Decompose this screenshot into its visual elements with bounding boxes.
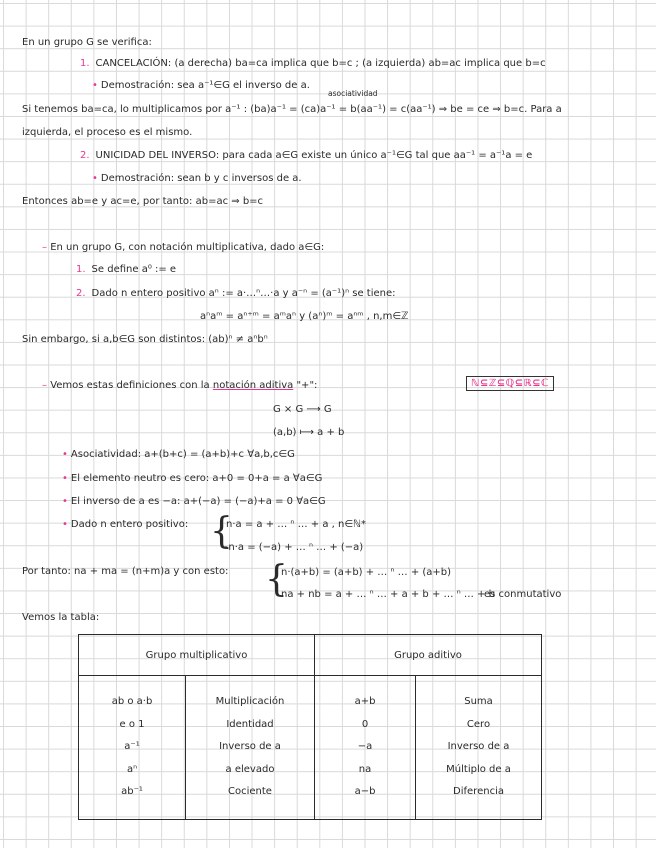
- bullet-icon: •: [92, 80, 98, 91]
- def-2-text: Dado n entero positivo aⁿ := a·…ⁿ…·a y a⁻ⁿ = (a⁻¹)ⁿ se tiene:: [91, 288, 396, 299]
- bullet-icon: •: [62, 473, 68, 484]
- cancelacion-demo: [92, 79, 310, 93]
- map-line-2: (a,b) ⟼ a + b: [273, 427, 345, 438]
- dash-icon: –: [42, 380, 47, 391]
- conmutativo-label: es conmutativo: [484, 589, 562, 600]
- table-cell: Suma: [464, 696, 493, 708]
- bullet-icon: •: [62, 496, 68, 507]
- prop-text: El elemento neutro es cero: a+0 = 0+a = a ∀a∈G: [70, 473, 323, 484]
- table-cell: Cociente: [228, 786, 272, 798]
- dado-eq-2: −n·a = (−a) + … ⁿ … + (−a): [220, 542, 364, 553]
- table-cell: na: [358, 763, 372, 775]
- additive-notation-underlined: notación aditiva: [212, 380, 294, 391]
- si-tenemos-line: Si tenemos ba=ca, lo multiplicamos por a⁻¹ : (ba)a⁻¹ = (ca)a⁻¹ = b(aa⁻¹) = c(aa⁻¹) ⇒ be = ce ⇒ b=c. Para a: [22, 104, 562, 115]
- comparison-table: [78, 634, 542, 820]
- number-sets-box: ℕ⊆ℤ⊆ℚ⊆ℝ⊆ℂ: [466, 376, 554, 391]
- unicidad-text: UNICIDAD DEL INVERSO: para cada a∈G existe un único a⁻¹∈G tal que aa⁻¹ = a⁻¹a = e: [95, 150, 533, 161]
- table-cell: a⁻¹: [124, 741, 140, 753]
- additive-intro-symbol: "+":: [293, 380, 318, 391]
- bullet-icon: •: [62, 519, 68, 530]
- table-cell: a−b: [354, 786, 376, 798]
- table-cell: Multiplicación: [215, 696, 285, 708]
- powers-line: aⁿaᵐ = aⁿ⁺ᵐ = aᵐaⁿ y (aⁿ)ᵐ = aⁿᵐ , n,m∈ℤ: [200, 311, 409, 322]
- table-cell: aⁿ: [126, 763, 138, 775]
- sin-embargo-line: Sin embargo, si a,b∈G son distintos: (ab)ⁿ ≠ aⁿbⁿ: [22, 334, 268, 345]
- add-notation-column: [315, 676, 416, 820]
- table-body-row: [79, 676, 542, 820]
- unicidad-line: [80, 149, 532, 163]
- table-cell: Identidad: [226, 718, 274, 730]
- prop-text: Asociatividad: a+(b+c) = (a+b)+c ∀a,b,c∈G: [70, 449, 295, 460]
- left-brace-icon: {: [210, 511, 233, 552]
- prop-asociatividad: [62, 448, 295, 462]
- cancelacion-line: [80, 57, 546, 71]
- map-line-1: G × G ⟶ G: [273, 404, 332, 415]
- table-cell: Cero: [466, 718, 491, 730]
- entonces-line: Entonces ab=e y ac=e, por tanto: ab=ac ⇒ b=c: [22, 196, 264, 207]
- prop-text: Dado n entero positivo:: [70, 519, 189, 530]
- additive-intro: [42, 379, 317, 393]
- item-number: 2.: [80, 150, 90, 161]
- mult-name-column: [186, 676, 315, 820]
- prop-text: El inverso de a es −a: a+(−a) = (−a)+a = 0 ∀a∈G: [70, 496, 326, 507]
- def-1: [76, 263, 176, 277]
- mult-intro-text: En un grupo G, con notación multiplicativa, dado a∈G:: [50, 242, 325, 253]
- bullet-icon: •: [62, 449, 68, 460]
- table-cell: 0: [361, 718, 369, 730]
- mult-intro: [42, 241, 324, 255]
- assoc-note: asociatividad: [328, 89, 378, 98]
- table-cell: −a: [357, 741, 373, 753]
- table-cell: a+b: [354, 696, 376, 708]
- header-additive: Grupo aditivo: [315, 635, 542, 676]
- cancelacion-text: CANCELACIÓN: (a derecha) ba=ca implica que b=c ; (a izquierda) ab=ac implica que b=c: [95, 58, 546, 69]
- table-cell: a elevado: [225, 763, 275, 775]
- item-number: 2.: [76, 288, 86, 299]
- table-cell: Múltiplo de a: [446, 763, 511, 775]
- prop-neutro: [62, 472, 322, 486]
- prop-dado: [62, 518, 188, 532]
- demo-text: Demostración: sean b y c inversos de a.: [100, 173, 302, 184]
- por-tanto-eq-1: n·(a+b) = (a+b) + … ⁿ … + (a+b): [281, 567, 452, 578]
- dash-icon: –: [42, 242, 47, 253]
- intro-line: En un grupo G se verifica:: [22, 37, 152, 48]
- mult-notation-column: [79, 676, 186, 820]
- dado-eq-1: n·a = a + … ⁿ … + a , n∈ℕ*: [226, 519, 367, 530]
- table-cell: e o 1: [119, 718, 145, 730]
- table-cell: ab⁻¹: [121, 786, 143, 798]
- table-cell: Diferencia: [453, 786, 504, 798]
- table-cell: Inverso de a: [447, 741, 510, 753]
- table-cell: Inverso de a: [219, 741, 281, 753]
- def-2: [76, 287, 396, 301]
- prop-inverso: [62, 495, 326, 509]
- bullet-icon: •: [92, 173, 98, 184]
- item-number: 1.: [76, 264, 86, 275]
- vemos-tabla-line: Vemos la tabla:: [22, 612, 100, 623]
- por-tanto-line: Por tanto: na + ma = (n+m)a y con esto:: [22, 566, 229, 577]
- add-name-column: [416, 676, 542, 820]
- table-cell: ab o a·b: [111, 696, 153, 708]
- izquierda-line: izquierda, el proceso es el mismo.: [22, 127, 193, 138]
- def-1-text: Se define a⁰ := e: [91, 264, 177, 275]
- item-number: 1.: [80, 58, 90, 69]
- por-tanto-eq-2: na + nb = a + … ⁿ … + a + b + … ⁿ … + b: [281, 589, 495, 600]
- header-multiplicative: Grupo multiplicativo: [79, 635, 315, 676]
- additive-intro-text: Vemos estas definiciones con la: [50, 380, 213, 391]
- demo-text: Demostración: sea a⁻¹∈G el inverso de a.: [100, 80, 310, 91]
- left-brace-icon: {: [265, 559, 288, 600]
- unicidad-demo: [92, 172, 302, 186]
- table-header-row: [79, 635, 542, 676]
